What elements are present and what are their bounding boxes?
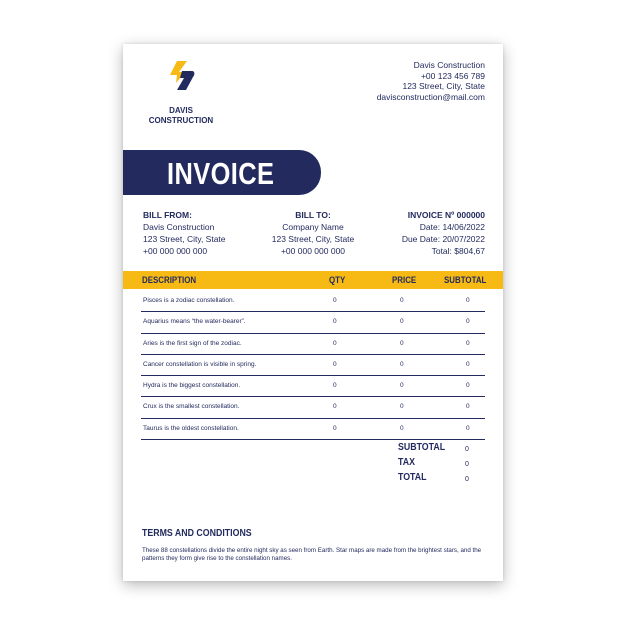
row-price: 0 (400, 318, 404, 326)
logo-text (141, 106, 221, 126)
header-price: PRICE (392, 275, 417, 285)
terms-text: These 88 constellations divide the entire night sky as seen from Earth. Star maps are made from the brightest stars, and the patterns they form give rise to the constellation names. (142, 547, 482, 562)
row-subtotal: 0 (466, 424, 470, 432)
invoice-number: INVOICE Nº 000000 (407, 210, 485, 220)
row-description: Cancer constellation is visible in spring. (143, 360, 257, 368)
table-row (141, 376, 485, 397)
bill-from-heading: BILL FROM: (143, 210, 192, 220)
row-price: 0 (400, 339, 404, 347)
total-label: TOTAL (398, 472, 427, 483)
invoice-title: INVOICE (167, 156, 275, 191)
table-row (141, 397, 485, 418)
subtotal-row (398, 442, 488, 457)
bill-to-heading: BILL TO: (295, 210, 331, 220)
bill-to-name: Company Name (282, 222, 344, 232)
table-header (123, 271, 503, 289)
row-qty: 0 (333, 424, 337, 432)
terms-title: TERMS AND CONDITIONS (142, 528, 252, 539)
row-qty: 0 (333, 382, 337, 390)
invoice-banner (123, 150, 321, 195)
table-row (141, 334, 485, 355)
header-qty: QTY (329, 275, 346, 285)
bill-from (143, 209, 226, 257)
invoice-total: Total: $804,67 (431, 246, 485, 256)
bill-from-address: 123 Street, City, State (143, 234, 226, 244)
logo-line2: CONSTRUCTION (148, 116, 214, 125)
row-qty: 0 (333, 339, 337, 347)
table-body (141, 291, 485, 440)
bill-to (253, 209, 373, 257)
tax-row (398, 457, 488, 472)
company-phone: +00 123 456 789 (420, 70, 485, 81)
row-price: 0 (400, 424, 404, 432)
bill-from-phone: +00 000 000 000 (143, 246, 208, 256)
tax-label: TAX (398, 457, 415, 468)
table-row (141, 419, 485, 440)
bill-to-phone: +00 000 000 000 (280, 246, 346, 256)
company-email: davisconstruction@mail.com (376, 91, 485, 102)
lightning-logo-icon (165, 60, 197, 92)
row-qty: 0 (333, 318, 337, 326)
company-contact (377, 60, 485, 102)
total-row (398, 472, 488, 487)
row-qty: 0 (333, 403, 337, 411)
row-description: Aquarius means “the water-bearer”. (143, 318, 246, 326)
row-qty: 0 (333, 360, 337, 368)
row-description: Hydra is the biggest constellation. (143, 382, 241, 390)
row-qty: 0 (333, 297, 337, 304)
row-price: 0 (400, 360, 404, 368)
row-description: Pisces is a zodiac constellation. (143, 297, 235, 304)
row-subtotal: 0 (466, 339, 470, 347)
header-subtotal: SUBTOTAL (444, 275, 487, 285)
subtotal-value: 0 (465, 446, 469, 453)
row-description: Crux is the smallest constellation. (143, 403, 240, 411)
table-row (141, 312, 485, 333)
table-row (141, 291, 485, 312)
row-subtotal: 0 (466, 297, 470, 304)
logo-line1: DAVIS (169, 106, 193, 115)
row-price: 0 (400, 403, 404, 411)
invoice-date: Date: 14/06/2022 (419, 222, 485, 232)
total-value: 0 (465, 476, 469, 483)
company-name: Davis Construction (413, 60, 485, 70)
row-subtotal: 0 (466, 382, 470, 390)
row-description: Taurus is the oldest constellation. (143, 424, 239, 432)
row-description: Aries is the first sign of the zodiac. (143, 339, 242, 347)
subtotal-label: SUBTOTAL (398, 442, 446, 453)
company-address: 123 Street, City, State (402, 81, 485, 91)
invoice-due-date: Due Date: 20/07/2022 (401, 234, 485, 244)
row-subtotal: 0 (466, 318, 470, 326)
header-description: DESCRIPTION (142, 275, 197, 285)
invoice-info (402, 209, 485, 257)
row-subtotal: 0 (466, 360, 470, 368)
row-subtotal: 0 (466, 403, 470, 411)
bill-from-name: Davis Construction (143, 222, 215, 232)
invoice-page (123, 44, 503, 581)
tax-value: 0 (465, 461, 469, 468)
row-price: 0 (400, 297, 404, 304)
table-row (141, 355, 485, 376)
bill-to-address: 123 Street, City, State (271, 234, 355, 244)
totals-block (398, 442, 488, 487)
row-price: 0 (400, 382, 404, 390)
